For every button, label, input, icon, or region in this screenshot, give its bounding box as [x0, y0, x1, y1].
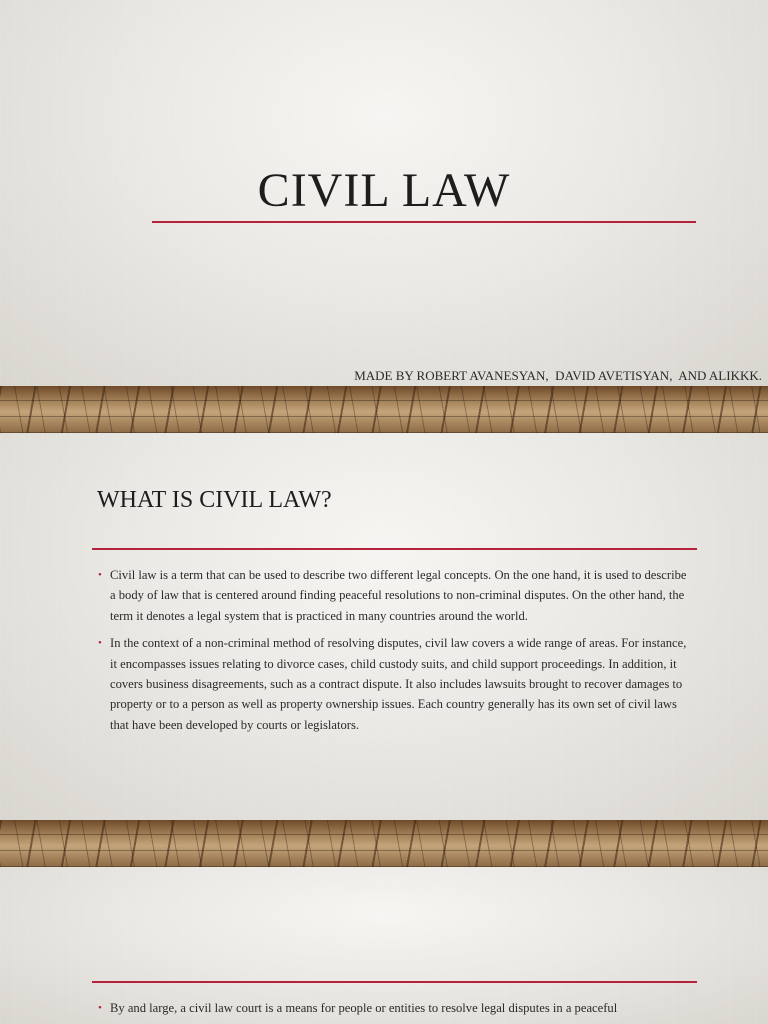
slide-heading: WHAT IS CIVIL LAW?: [97, 487, 332, 513]
slide-title: [0, 0, 768, 386]
title-underline: [152, 221, 696, 223]
heading-underline: [92, 981, 697, 983]
wood-floor-divider: [0, 386, 768, 433]
bullet-item: • In the context of a non-criminal method of resolving disputes, civil law covers a wide range of areas. For instance, it encompasses issues relating to divorce cases, child custody suits, and child support proceedings. In addition, it covers business disagreements, such as a contract dispute. It also includes lawsuits brought to recover damages to property or to a person as well as property ownership issues. Each country generally has its own set of civil laws that have been developed by courts or legislators.: [98, 633, 688, 735]
bullet-list: [98, 998, 698, 1024]
slide-what-is-civil-law: [0, 433, 768, 820]
slide-title-heading: CIVIL LAW: [257, 164, 511, 217]
bullet-item: • Civil law is a term that can be used to describe two different legal concepts. On the one hand, it is used to describe a body of law that is centered around finding peaceful resolutions to non-criminal disputes. On the other hand, the term it denotes a legal system that is practiced in many countries around the world.: [98, 565, 688, 626]
wood-floor-divider: [0, 820, 768, 867]
bullet-item: • By and large, a civil law court is a means for people or entities to resolve legal disputes in a peaceful: [98, 998, 698, 1018]
byline: MADE BY ROBERT AVANESYAN, DAVID AVETISYAN, AND ALIKKK.: [354, 368, 762, 383]
bullet-list: [98, 565, 688, 742]
heading-underline: [92, 548, 697, 550]
slide-continued: [0, 867, 768, 1024]
